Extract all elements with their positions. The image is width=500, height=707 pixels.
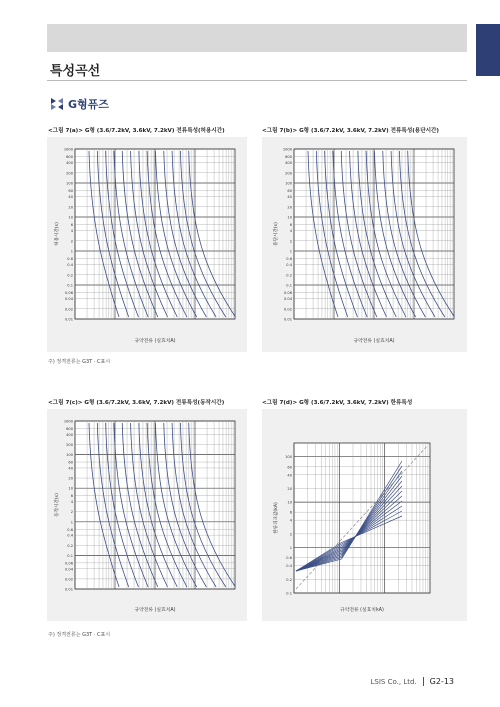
- y-tick-label: 0.1: [286, 283, 292, 288]
- y-tick-label: 0.4: [67, 263, 73, 268]
- y-tick-label: 6: [70, 223, 73, 228]
- y-tick-label: 0.6: [67, 527, 73, 532]
- y-tick-label: 0.4: [286, 564, 292, 569]
- figure-c-title: <그림 7(c)> G형 (3.6/7.2kV, 3.6kV, 7.2kV) 전류특성(동작시간): [48, 400, 225, 406]
- y-tick-label: 4: [70, 229, 73, 234]
- y-tick-label: 2: [70, 510, 73, 515]
- side-tab: [476, 24, 500, 76]
- title-rule: [47, 80, 467, 81]
- y-tick-label: 100: [66, 453, 73, 458]
- y-tick-label: 1000: [63, 419, 73, 424]
- y-tick-label: 0.2: [286, 577, 292, 582]
- y-tick-label: 0.04: [64, 567, 73, 572]
- y-tick-label: 10: [287, 215, 292, 220]
- y-tick-label: 0.6: [286, 257, 292, 262]
- y-tick-label: 200: [66, 442, 73, 447]
- x-axis-label: 규약전류 (실효치kA): [340, 608, 384, 613]
- y-tick-label: 400: [66, 432, 73, 437]
- fuse-bullet-icon: [50, 97, 64, 111]
- page-title: 특성곡선: [50, 64, 101, 79]
- y-tick-label: 0.02: [283, 307, 292, 312]
- y-tick-label: 200: [285, 171, 292, 176]
- y-tick-label: 1: [289, 546, 292, 551]
- y-axis-label: 허용시간(s): [55, 222, 60, 246]
- y-tick-label: 0.1: [67, 553, 73, 558]
- y-tick-label: 600: [285, 155, 292, 160]
- x-axis-label: 규약전류 (실효치A): [353, 339, 395, 344]
- y-axis-label: 용단시간(s): [274, 222, 279, 246]
- y-tick-label: 0.01: [283, 317, 292, 322]
- y-tick-label: 600: [66, 426, 73, 431]
- section-heading: [50, 96, 109, 112]
- y-tick-label: 4: [289, 518, 292, 523]
- y-tick-label: 600: [66, 155, 73, 160]
- y-tick-label: 4: [289, 229, 292, 234]
- y-tick-label: 100: [285, 455, 292, 460]
- footer-company: LSIS Co., Ltd.: [370, 677, 417, 686]
- figure-c-panel: [47, 409, 247, 621]
- y-tick-label: 0.6: [67, 257, 73, 262]
- y-tick-label: 2: [70, 239, 73, 244]
- y-tick-label: 10: [68, 215, 73, 220]
- footer-divider: [423, 677, 424, 686]
- y-tick-label: 40: [68, 466, 73, 471]
- y-tick-label: 60: [287, 189, 292, 194]
- y-tick-label: 20: [287, 205, 292, 210]
- y-tick-label: 60: [287, 465, 292, 470]
- y-tick-label: 400: [66, 161, 73, 166]
- y-tick-label: 0.1: [67, 283, 73, 288]
- y-tick-label: 0.06: [64, 561, 73, 566]
- y-tick-label: 0.04: [283, 297, 292, 302]
- y-tick-label: 40: [287, 473, 292, 478]
- y-tick-label: 0.4: [67, 533, 73, 538]
- x-axis-label: 규약전류 (실효치A): [134, 608, 176, 613]
- y-tick-label: 0.04: [64, 297, 73, 302]
- header-band: [47, 24, 467, 52]
- y-tick-label: 6: [289, 223, 292, 228]
- figure-b-title: <그림 7(b)> G형 (3.6/7.2kV, 3.6kV, 7.2kV) 전류특성(용단시간): [262, 128, 439, 134]
- y-tick-label: 6: [70, 494, 73, 499]
- y-tick-label: 1: [289, 249, 292, 254]
- y-tick-label: 400: [285, 161, 292, 166]
- y-tick-label: 1000: [63, 147, 73, 152]
- y-tick-label: 1000: [282, 147, 292, 152]
- chart-c: [47, 409, 247, 621]
- x-axis-label: 규약전류 (실효치A): [134, 339, 176, 344]
- y-tick-label: 1: [70, 249, 73, 254]
- y-tick-label: 200: [66, 171, 73, 176]
- y-tick-label: 0.02: [64, 577, 73, 582]
- y-tick-label: 0.6: [286, 556, 292, 561]
- note-bottom: 주) 정격전류는 G3T · C표시: [48, 632, 111, 638]
- y-tick-label: 10: [287, 500, 292, 505]
- y-tick-label: 0.2: [286, 273, 292, 278]
- y-tick-label: 40: [68, 195, 73, 200]
- y-tick-label: 10: [68, 486, 73, 491]
- figure-a-title: <그림 7(a)> G형 (3.6/7.2kV, 3.6kV, 7.2kV) 전류특성(허용시간): [48, 128, 225, 134]
- chart-a: [47, 137, 247, 352]
- y-tick-label: 4: [70, 500, 73, 505]
- y-tick-label: 0.4: [286, 263, 292, 268]
- y-axis-label: 한류피크값(kA): [274, 502, 279, 534]
- y-tick-label: 100: [66, 181, 73, 186]
- y-tick-label: 100: [285, 181, 292, 186]
- y-tick-label: 2: [289, 239, 292, 244]
- y-tick-label: 20: [68, 476, 73, 481]
- y-tick-label: 2: [289, 532, 292, 537]
- figure-a-panel: [47, 137, 247, 352]
- figure-d-panel: [262, 409, 467, 621]
- figure-d-title: <그림 7(d)> G형 (3.6/7.2kV, 3.6kV, 7.2kV) 한류특성: [262, 400, 413, 406]
- note-top: 주) 정격전류는 G3T · C표시: [48, 359, 111, 365]
- chart-d: [262, 409, 467, 621]
- y-tick-label: 0.01: [64, 317, 73, 322]
- y-tick-label: 60: [68, 460, 73, 465]
- y-tick-label: 0.2: [67, 273, 73, 278]
- figure-b-panel: [262, 137, 467, 352]
- y-tick-label: 0.06: [64, 291, 73, 296]
- chart-b: [262, 137, 467, 352]
- footer: [371, 677, 454, 686]
- y-tick-label: 20: [287, 486, 292, 491]
- y-axis-label: 동작시간(s): [55, 493, 60, 517]
- y-tick-label: 0.2: [67, 543, 73, 548]
- y-tick-label: 1: [70, 520, 73, 525]
- y-tick-label: 40: [287, 195, 292, 200]
- y-tick-label: 0.1: [286, 591, 292, 596]
- y-tick-label: 0.06: [283, 291, 292, 296]
- page-number: G2-13: [429, 677, 454, 686]
- y-tick-label: 0.02: [64, 307, 73, 312]
- section-title: G형퓨즈: [68, 98, 109, 111]
- y-tick-label: 0.01: [64, 587, 73, 592]
- y-tick-label: 20: [68, 205, 73, 210]
- y-tick-label: 6: [289, 510, 292, 515]
- y-tick-label: 60: [68, 189, 73, 194]
